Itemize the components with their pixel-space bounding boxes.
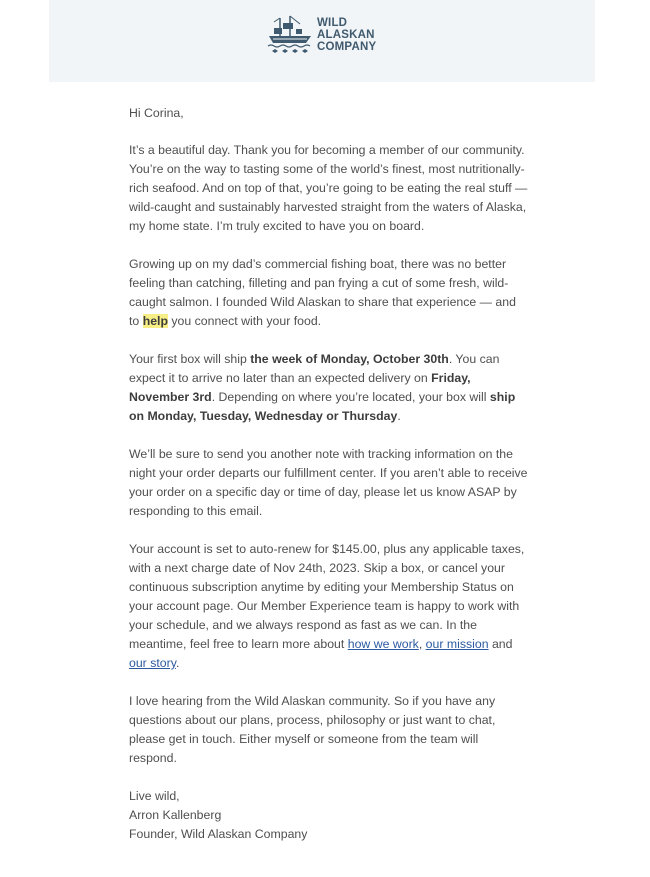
fishing-boat-icon bbox=[266, 14, 314, 54]
account-end: . bbox=[175, 656, 180, 670]
account-text: Your account is set to auto-renew for $145.00, plus any applicable taxes, with a next charge date of Nov 24th, 2023. Skip a box, or cancel your continuous subscription anytime by editing your Membership Status on your account page. Our Member Experience team is happy to work with your schedule, and we always respond as fast as we can. In the meantime, feel free to learn more about bbox=[129, 542, 525, 651]
sender-title: Founder, Wild Alaskan Company bbox=[129, 827, 308, 841]
shipping-text-g: . bbox=[397, 409, 401, 423]
paragraph-shipping bbox=[129, 350, 529, 426]
paragraph-account bbox=[129, 540, 529, 673]
how-we-work-link[interactable]: how we work bbox=[347, 637, 419, 651]
delivery-date: Friday, November 3rd bbox=[129, 371, 471, 404]
shipping-text-c: . You can expect it to arrive no later than an expected delivery on bbox=[129, 352, 500, 385]
paragraph-tracking: We’ll be sure to send you another note with tracking information on the night your order departs our fulfillment center. If you aren’t able to receive your order on a specific day or time of day, please let us know ASAP by responding to this email. bbox=[129, 447, 528, 518]
ship-week: the week of Monday, October 30th bbox=[250, 352, 449, 366]
email-header bbox=[49, 0, 595, 82]
sender-name: Arron Kallenberg bbox=[129, 808, 222, 822]
email-body bbox=[129, 104, 529, 844]
account-sep-2: and bbox=[488, 637, 513, 651]
paragraph-story bbox=[129, 255, 529, 331]
signoff: Live wild, bbox=[129, 789, 180, 803]
our-story-link[interactable]: our story bbox=[129, 656, 176, 670]
signature bbox=[129, 787, 529, 844]
brand-line-2: ALASKAN bbox=[317, 29, 375, 41]
account-sep-1: , bbox=[418, 637, 426, 651]
paragraph-community: I love hearing from the Wild Alaskan community. So if you have any questions about our plans, process, philosophy or just want to chat, please get in touch. Either myself or someone from the team will respond. bbox=[129, 694, 496, 765]
brand-wordmark bbox=[317, 17, 376, 53]
brand-line-3: COMPANY bbox=[317, 41, 377, 53]
paragraph-welcome: It’s a beautiful day. Thank you for becoming a member of our community. You’re on the way to tasting some of the world’s finest, most nutritionally-rich seafood. And on top of that, you’re going to be eating the real stuff — wild-caught and sustainably harvested straight from the waters of Alaska, my home state. I’m truly excited to have you on board. bbox=[129, 143, 528, 233]
highlighted-word: help bbox=[142, 314, 168, 328]
our-mission-link[interactable]: our mission bbox=[425, 637, 489, 651]
brand-line-1: WILD bbox=[317, 17, 348, 29]
shipping-text-e: . Depending on where you’re located, your box will bbox=[211, 390, 490, 404]
story-text-a: Growing up on my dad’s commercial fishing boat, there was no better feeling than catching, filleting and pan frying a cut of some fresh, wild-caught salmon. I founded Wild Alaskan to share that experience — and to bbox=[129, 257, 516, 328]
brand-logo[interactable] bbox=[266, 14, 386, 58]
story-text-b: you connect with your food. bbox=[167, 314, 322, 328]
shipping-text-a: Your first box will ship bbox=[129, 352, 251, 366]
ship-days: ship on Monday, Tuesday, Wednesday or Thursday bbox=[129, 390, 516, 423]
greeting: Hi Corina, bbox=[129, 106, 184, 120]
